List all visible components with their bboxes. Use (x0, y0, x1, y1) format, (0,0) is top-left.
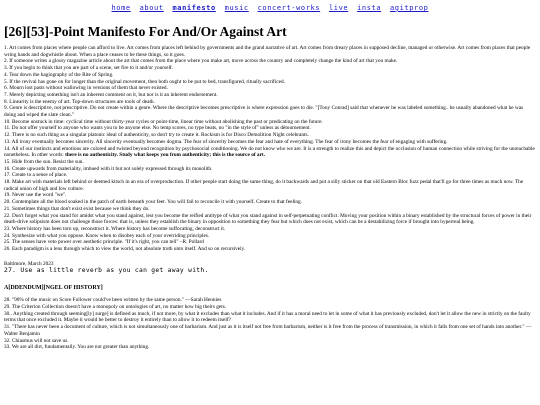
manifesto-item-text: 20. Contemplate all the blood soaked in the patch of earth beneath your feet. You will fail to reconcile it with yourself. Create to that feeling. (4, 199, 303, 206)
manifesto-item (4, 213, 536, 226)
manifesto-item-text: 11. Do not offer yourself to anyone who wants you to be anyone else. No temp scores, no type beats, no "in the style of" unless as détournement. (4, 125, 311, 132)
nav-link-manifesto[interactable]: manifesto (172, 4, 216, 12)
page-content (0, 24, 540, 351)
nav-link-insta[interactable]: insta (357, 4, 382, 12)
manifesto-item-text: 9. Genre is descriptive, not prescriptive. Do not create within a genre. Where the descriptive becomes prescriptive is where expression goes to die. "[Tony Conrad] said that whenever he was labeled something.. he usually abandoned what he was doing and wiped the slate clean." (4, 105, 524, 119)
nav-link-home[interactable]: home (111, 4, 131, 12)
manifesto-item-text: 10. Become unstuck in time: cyclical time without thirty-year cycles or point-time, linear time without abolishing the past or predicating on the future. (4, 118, 323, 125)
manifesto-item-text: 13. All irony eventually becomes sincerity. All sincerity eventually becomes dogma. The fear of sincerity becomes the fear and hate of everything. The fear of irony becomes the fear of engaging with suffering. (4, 138, 448, 145)
nav-link-concert-works[interactable]: concert-works (257, 4, 321, 12)
manifesto-item (4, 65, 536, 72)
addendum-item: 29. The Criterion Collection doesn't have a monopoly on ontologies of art, no matter how big theirs gets. (4, 304, 227, 310)
manifesto-item-text: 22. Don't forget what you stand for amidst what you stand against, lest you become the reified antitype of what you stand against in self-perpetuating conflict. Moving your position within a binary established by the structural forces of power in their death-drive solipsism does not challenge those forces: that is, unless they establish the binary in opposition to something they fear but which does not exist, which can be a destabilizing force if brought into hyperreal being. (4, 212, 532, 226)
manifesto-item-emphasis: there is no authenticity. Study what keeps you from authenticity; this is the source of art. (65, 152, 266, 159)
page-title: [26][53]-Point Manifesto For And/Or Against Art (4, 24, 287, 39)
addendum-item: 30.. Anything created through seeming[ly] surge] is defined as much, if not more, by what it excludes than what it includes. And if it has a moral need to let in some of what it has previously excluded, don't let it allow the new in strictly on the faulty terms that once excluded it. Maybe it would be better to destroy it entirely than to allow it to redeem itself? (4, 310, 531, 324)
manifesto-item-text: 5. If the revival has gone on for longer than the original movement, then both ought to be put to bed, transfigured, ritually sacrificed. (4, 78, 285, 85)
manifesto-item-text: 16. Create upwards from materiality, imbued with it but not solely expressed through its monolith. (4, 165, 213, 172)
manifesto-item (4, 139, 536, 146)
manifesto-item (4, 246, 536, 253)
manifesto-item (4, 199, 536, 206)
addendum-item: 31. "There has never been a document of culture, which is not simultaneously one of barbarism. And just as it is itself not free from barbarism, neither is it free from the process of transmission, in which it falls from one set of hands into another." —Walter Benjamin (4, 324, 532, 337)
reverb-point: 27. Use as little reverb as you can get away with. (4, 267, 209, 275)
top-nav (0, 0, 540, 16)
manifesto-item-text: 4. Tear down the hagiography of the Rite of Spring. (4, 71, 114, 78)
manifesto-item-text: 8. Linearity is the enemy of art. Top-down structures are tools of death. (4, 98, 155, 105)
manifesto-item-text: 6. Mourn lost pasts without wallowing in versions of them that never existed. (4, 85, 168, 92)
signature: Baltimore, March 2023 (4, 260, 54, 267)
manifesto-item-text: 7. Merely depicting something isn't an inherent comment on it, but nor is it an inherent endorsement. (4, 91, 218, 98)
manifesto-item (4, 105, 536, 118)
manifesto-item-text: 19. Never use the word "we". (4, 192, 67, 199)
manifesto-item-text: 18. Make art with materials left behind or deemed kitsch in an era of overproduction. If other people start doing the same thing, do it backwards and put a silly sticker on that old Eastern Bloc fuzz pedal that'll go for three times as much now. The radical union of high and low culture. (4, 179, 524, 192)
manifesto-item-text: 17. Create to a sense of place. (4, 172, 68, 179)
manifesto-item-text: 26. Each paradigm is a lens through which to view the world, not absolute truth unto itself. And so on recursively. (4, 246, 246, 253)
manifesto-item-text: 2. If someone writes a glossy magazine article about the art that comes from the place where you make art, move across the country and completely change the kind of art that you make. (4, 58, 398, 65)
manifesto-item (4, 72, 536, 79)
manifesto-item (4, 85, 536, 92)
manifesto-list (4, 45, 536, 253)
manifesto-item-text: 1. Art comes from places where people can afford to live. Art comes from places left behind by governments and the grand narrative of art. Art comes from dreary places in supposed decline, managed or otherwise. Art comes from places that people wring hands and dogwhistle about. When a place ceases to be these things, so it goes. (4, 45, 531, 58)
manifesto-item (4, 166, 536, 173)
manifesto-item (4, 132, 536, 139)
manifesto-item-text: 15. Hide from the sun. Resist the sun. (4, 158, 84, 165)
manifesto-item (4, 226, 536, 233)
manifesto-item-text: 23. Where history has been torn up, reconstruct it. Where history has become suffocating, deconstruct it. (4, 225, 226, 232)
manifesto-item (4, 92, 536, 99)
addendum-item: 28. "90% of the music on Score Follower could've been written by the same person." —Sarah Hennies (4, 297, 222, 304)
nav-link-about[interactable]: about (139, 4, 164, 12)
addendum-item: 33. We are all dirt, fundamentally. You are not greater than anything. (4, 344, 150, 351)
addendum-list (4, 297, 536, 351)
manifesto-item-text: 12. There is no such thing as a singular platonic ideal of authenticity, so don't try to create it. Rockism is for Disco Demolition Night celebrants. (4, 132, 309, 139)
manifesto-item (4, 159, 536, 166)
manifesto-item-text: 14. All of our instincts and emotions are colored and twisted beyond recognition by psychosocial conditioning. We do not know who we are. It is a strength to realize this and depict the occlusion of human connection while striving for the unreachable nonetheless. In other words: (4, 145, 535, 159)
manifesto-item (4, 99, 536, 106)
addendum-heading: A[DDENDUM][NGEL OF HISTORY] (4, 285, 103, 292)
manifesto-item-text: 3. If you begin to think that you are part of a scene, set fire to it and/or yourself. (4, 65, 174, 72)
addendum-item: 32. Chiasmus will not save us. (4, 337, 69, 344)
manifesto-item (4, 146, 536, 159)
nav-link-agitprop[interactable]: agitprop (389, 4, 429, 12)
nav-link-music[interactable]: music (224, 4, 249, 12)
manifesto-item-text: 21. Sometimes things that don't exist exist because we think they do. (4, 205, 150, 212)
nav-link-live[interactable]: live (328, 4, 349, 12)
manifesto-item (4, 206, 536, 213)
manifesto-item-text: 25. The senses have veto power over aesthetic principle. "If it's right, you can tell" –R. Pollard (4, 239, 204, 246)
manifesto-item-text: 24. Synthesize with what you oppose. Know when to disobey each of your overriding principles. (4, 232, 210, 239)
manifesto-item (4, 179, 536, 192)
manifesto-item (4, 45, 536, 58)
